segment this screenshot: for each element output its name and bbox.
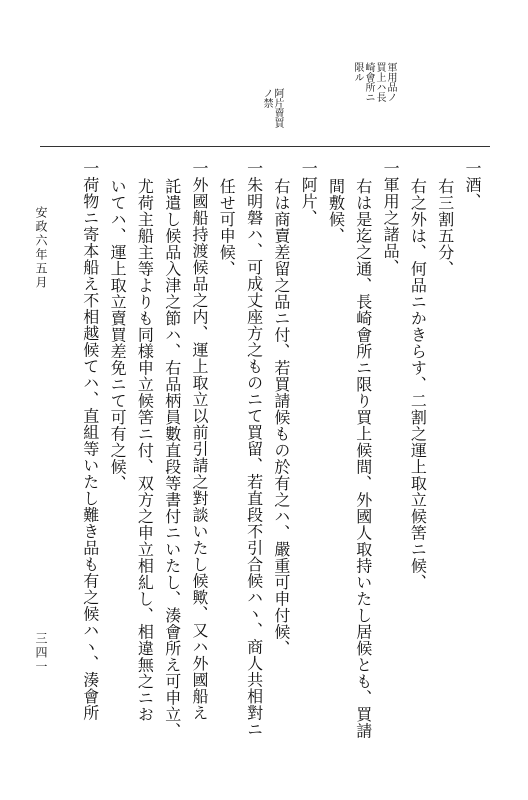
header-rule xyxy=(40,146,490,147)
headnote-line: 限ル xyxy=(352,62,363,82)
text-line: 託遣し候品入津之節ハ、右品柄員數直段等書付ニいたし、湊會所え可申立、 xyxy=(162,178,182,739)
text-line: 右は商賣差留之品ニ付、若買請候もの於有之ハ、嚴重可申付候、 xyxy=(271,178,291,657)
text-line: 一朱明磐ハ、可成丈座方之ものニて買留、若直段不引合候ハヽ、商人共相對ニ xyxy=(244,160,264,738)
text-line: 一外國船持渡候品之内、運上取立以前引請之對談いたし候歟、又ハ外國船え xyxy=(190,160,209,721)
text-line: いてハ、運上取立賣買差免ニて可有之候、 xyxy=(108,178,128,492)
headnote-line: 軍用品ノ xyxy=(385,62,396,102)
footer-era: 安政六年五月 xyxy=(34,206,48,290)
text-line: 右三割五分、 xyxy=(435,178,455,277)
headnote-line: 阿片賣買 xyxy=(272,88,283,128)
text-line: 右之外は、何品ニかきらす、二割之運上取立候筈ニ候、 xyxy=(408,178,428,591)
page-number: 三四一 xyxy=(34,632,48,674)
text-line: 尤荷主船主等よりも同様申立候筈ニ付、双方之申立相糺し、相違無之ニお xyxy=(135,178,155,723)
text-line: 右は是迄之通、長崎會所ニ限り買上候間、外國人取持いたし居候とも、買請 xyxy=(353,178,373,739)
text-line: 一酒、 xyxy=(463,160,482,210)
headnote-line: 崎會所ニ xyxy=(363,62,374,102)
text-line: 任せ可申候、 xyxy=(217,178,237,277)
text-line: 一阿片、 xyxy=(299,160,319,226)
text-line: 一軍用之諸品、 xyxy=(381,160,401,276)
text-line: 一荷物ニ寄本船え不相越候てハ、直組等いたし難き品も有之候ハヽ、湊會所 xyxy=(80,160,100,721)
headnote-line: ノ禁 xyxy=(261,88,272,108)
text-line: 間敷候、 xyxy=(326,178,346,244)
headnote-line: 買上ハ長 xyxy=(374,62,385,102)
